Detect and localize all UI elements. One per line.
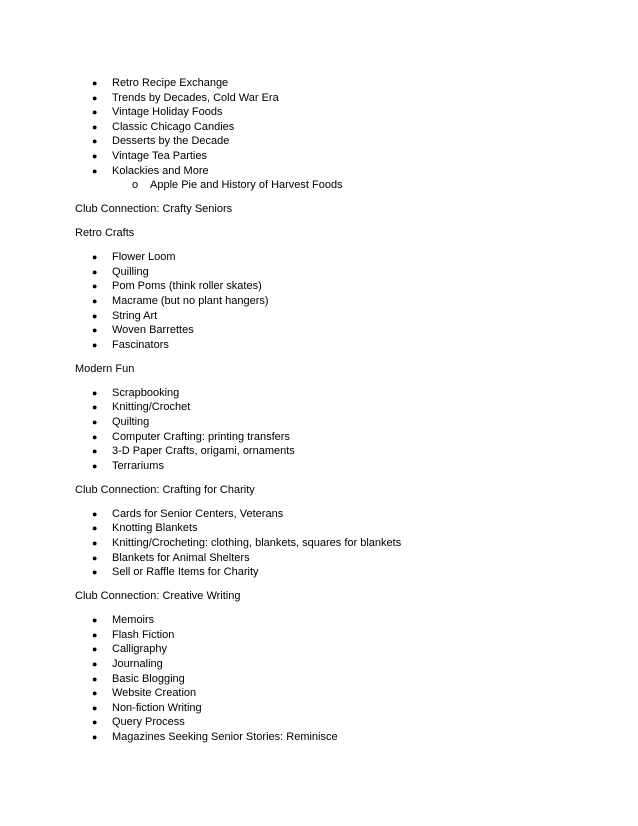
- list-item-text: Non-fiction Writing: [112, 701, 202, 714]
- bullet-dot-icon: ●: [92, 339, 98, 350]
- list-item-text: Pom Poms (think roller skates): [112, 280, 262, 293]
- bullet-dot-icon: ●: [92, 508, 98, 519]
- list-item: [92, 323, 194, 337]
- list-item: [92, 279, 262, 293]
- list-item-text: Blankets for Animal Shelters: [112, 551, 250, 564]
- bullet-dot-icon: ●: [92, 325, 98, 336]
- list-item: [92, 701, 202, 715]
- bullet-dot-icon: ●: [92, 460, 98, 471]
- list-item-text: Computer Crafting: printing transfers: [112, 430, 290, 443]
- list-item-text: Quilling: [112, 265, 149, 278]
- bullet-dot-icon: ●: [92, 659, 98, 669]
- list-item: [92, 149, 207, 163]
- list-item-text: Trends by Decades, Cold War Era: [112, 91, 279, 104]
- list-item: [92, 565, 259, 579]
- list-item: [92, 265, 149, 279]
- list-item-text: Vintage Tea Parties: [112, 150, 207, 162]
- list-item: [92, 657, 163, 671]
- list-item: [92, 91, 279, 105]
- bullet-dot-icon: ●: [92, 615, 98, 626]
- list-item-text: Flash Fiction: [112, 628, 175, 641]
- bullet-dot-icon: ●: [92, 387, 98, 398]
- bullet-dot-icon: ●: [92, 402, 98, 413]
- list-item: [92, 164, 209, 178]
- list-item-text: Kolackies and More: [112, 164, 209, 177]
- hollow-circle-bullet-icon: o: [132, 179, 139, 192]
- section-heading-text: Club Connection: Creative Writing: [75, 590, 241, 603]
- list-item: [92, 105, 222, 119]
- list-item-text: Terrariums: [112, 459, 164, 472]
- section-heading: [75, 589, 240, 603]
- bullet-dot-icon: ●: [92, 151, 98, 161]
- list-item-text: Cards for Senior Centers, Veterans: [112, 507, 284, 520]
- list-item: [92, 459, 164, 473]
- list-item: [92, 120, 234, 134]
- bullet-dot-icon: ●: [92, 538, 98, 548]
- bullet-dot-icon: ●: [92, 107, 98, 118]
- bullet-dot-icon: ●: [92, 567, 98, 578]
- section-heading: [75, 226, 134, 240]
- bullet-dot-icon: ●: [92, 523, 98, 534]
- bullet-dot-icon: ●: [92, 629, 98, 640]
- bullet-dot-icon: ●: [92, 732, 98, 742]
- list-item-text: Query Process: [112, 716, 185, 729]
- list-item-text: Fascinators: [112, 338, 169, 351]
- list-item: [92, 686, 196, 700]
- list-item-text: Scrapbooking: [112, 386, 180, 399]
- list-item: [92, 715, 185, 729]
- list-item: [92, 730, 338, 744]
- bullet-dot-icon: ●: [92, 136, 98, 147]
- list-item: [92, 521, 198, 535]
- list-item-text: Classic Chicago Candies: [112, 120, 235, 133]
- list-item: [92, 76, 228, 90]
- list-item-text: Flower Loom: [112, 251, 176, 264]
- list-item-text: Website Creation: [112, 687, 197, 700]
- list-item: [92, 613, 154, 627]
- list-item: [92, 444, 295, 458]
- bullet-dot-icon: ●: [92, 417, 98, 427]
- list-item-text: Macrame (but no plant hangers): [112, 295, 269, 307]
- section-heading: [75, 483, 255, 497]
- list-item: [92, 386, 179, 400]
- list-item-text: Memoirs: [112, 614, 155, 627]
- list-item: [92, 628, 174, 642]
- list-item-text: Knitting/Crochet: [112, 401, 191, 414]
- bullet-dot-icon: ●: [92, 644, 98, 655]
- bullet-dot-icon: ●: [92, 446, 98, 457]
- list-item: [92, 430, 290, 444]
- sub-list-item: [132, 178, 343, 192]
- list-item-text: Sell or Raffle Items for Charity: [112, 566, 259, 579]
- list-item-text: Basic Blogging: [112, 672, 185, 685]
- section-heading-text: Club Connection: Crafty Seniors: [75, 203, 233, 216]
- list-item: [92, 400, 190, 414]
- bullet-dot-icon: ●: [92, 310, 98, 321]
- list-item-text: String Art: [112, 309, 158, 322]
- list-item-text: 3-D Paper Crafts, origami, ornaments: [112, 445, 295, 458]
- bullet-dot-icon: ●: [92, 252, 98, 263]
- list-item: [92, 551, 250, 565]
- section-heading: [75, 202, 232, 216]
- bullet-dot-icon: ●: [92, 78, 98, 88]
- list-item: [92, 134, 229, 148]
- list-item: [92, 536, 401, 550]
- section-heading-text: Modern Fun: [75, 362, 135, 375]
- bullet-dot-icon: ●: [92, 702, 98, 713]
- bullet-dot-icon: ●: [92, 673, 98, 684]
- bullet-dot-icon: ●: [92, 717, 98, 728]
- bullet-dot-icon: ●: [92, 688, 98, 699]
- list-item-text: Knotting Blankets: [112, 522, 198, 535]
- list-item: [92, 507, 283, 521]
- section-heading-text: Retro Crafts: [75, 227, 135, 240]
- list-item: [92, 250, 176, 264]
- list-item-text: Quilting: [112, 416, 150, 428]
- bullet-dot-icon: ●: [92, 121, 98, 132]
- bullet-dot-icon: ●: [92, 165, 98, 176]
- list-item: [92, 338, 169, 352]
- section-heading-text: Club Connection: Crafting for Charity: [75, 483, 255, 496]
- bullet-dot-icon: ●: [92, 431, 98, 442]
- bullet-dot-icon: ●: [92, 281, 98, 292]
- list-item-text: Vintage Holiday Foods: [112, 106, 223, 119]
- list-item: [92, 415, 149, 429]
- list-item-text: Retro Recipe Exchange: [112, 77, 229, 89]
- list-item-text: Knitting/Crocheting: clothing, blankets, squares for blankets: [112, 537, 402, 549]
- section-heading: [75, 362, 134, 376]
- bullet-dot-icon: ●: [92, 552, 98, 563]
- bullet-dot-icon: ●: [92, 92, 98, 103]
- list-item-text: Magazines Seeking Senior Stories: Reminisce: [112, 731, 338, 743]
- bullet-dot-icon: ●: [92, 266, 98, 277]
- list-item: [92, 309, 157, 323]
- bullet-dot-icon: ●: [92, 296, 98, 306]
- list-item: [92, 642, 167, 656]
- list-item-text: Woven Barrettes: [112, 324, 194, 337]
- list-item-text: Desserts by the Decade: [112, 135, 230, 148]
- list-item: [92, 672, 185, 686]
- list-item-text: Calligraphy: [112, 643, 168, 656]
- list-item: [92, 294, 269, 308]
- list-item-text: Journaling: [112, 658, 163, 670]
- sub-list-item-text: Apple Pie and History of Harvest Foods: [150, 179, 343, 192]
